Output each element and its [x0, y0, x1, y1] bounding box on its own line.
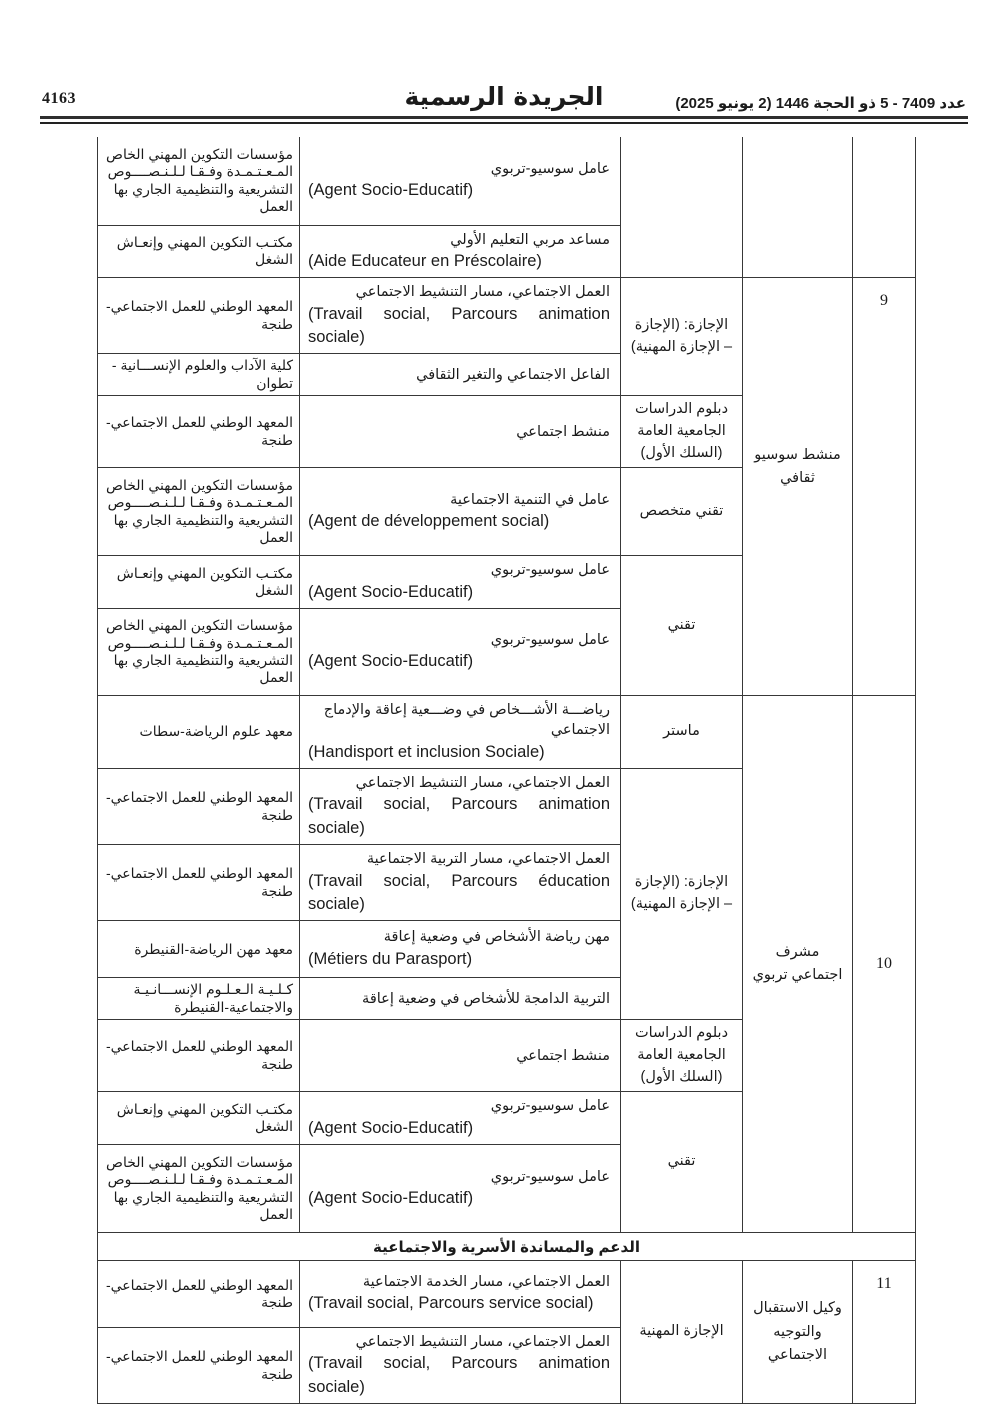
specialization-cell — [300, 556, 621, 609]
specialization-arabic: العمل الاجتماعي، مسار التربية الاجتماعية — [366, 851, 610, 868]
institution-cell: المعهد الوطني للعمل الاجتماعي-طنجة — [98, 769, 300, 845]
specialization-cell — [300, 1092, 621, 1145]
institution-cell: مكتـب التكوين المهني وإنعـاش الشغل — [98, 556, 300, 609]
continuation-cell-empty — [743, 137, 853, 278]
order-number-cell: 11 — [853, 1261, 916, 1404]
specialization-arabic: العمل الاجتماعي، مسار التنشيط الاجتماعي — [355, 775, 610, 792]
specialization-french: (Agent Socio-Educatif) — [308, 652, 474, 671]
institution-cell: مؤسسات التكوين المهني الخاص المـعـتـمـدة وفـقـا لـلـنـصــــوص التشريعية والتنظيمية الجاري بها العمل — [98, 468, 300, 556]
specialization-arabic: عامل سوسيو-تربوي — [490, 160, 610, 177]
institution-cell: معهد علوم الرياضة-سطات — [98, 696, 300, 769]
specialization-cell — [300, 1328, 621, 1404]
institution-cell: المعهد الوطني للعمل الاجتماعي-طنجة — [98, 1261, 300, 1328]
job-title-cell: وكيل الاستقبال والتوجيه الاجتماعي — [743, 1261, 853, 1404]
institution-cell: المعهد الوطني للعمل الاجتماعي-طنجة — [98, 1020, 300, 1092]
specialization-arabic: منشط اجتماعي — [516, 423, 610, 440]
specialization-arabic: عامل سوسيو-تربوي — [490, 1098, 610, 1115]
specialization-french: (Travail social, Parcours animation sociale) — [308, 1354, 610, 1396]
specialization-french: (Agent Socio-Educatif) — [308, 582, 474, 601]
specialization-cell — [300, 468, 621, 556]
gazette-title: الجريدة الرسمية — [404, 82, 604, 111]
institution-cell: كلية الآداب والعلوم الإنســـانية - تطوان — [98, 354, 300, 396]
issue-info: عدد 7409 - 5 ذو الحجة 1446 (2 يونيو 2025) — [675, 95, 966, 112]
institution-cell: مؤسسات التكوين المهني الخاص المـعـتـمـدة وفـقـا لـلـنـصــــوص التشريعية والتنظيمية الجاري بها العمل — [98, 609, 300, 696]
specialization-arabic: مساعد مربي التعليم الأولي — [450, 231, 610, 248]
specialization-cell — [300, 609, 621, 696]
specialization-cell — [300, 354, 621, 396]
specialization-arabic: رياضـــة الأشـــخاص في وضـــعية إعاقة والإدماج الاجتماعي — [323, 702, 610, 739]
diploma-cell: ماستر — [621, 696, 743, 769]
specialization-french: (Agent de développement social) — [308, 512, 550, 531]
specialization-cell — [300, 1261, 621, 1328]
header-double-rule — [40, 116, 968, 124]
diploma-cell: الإجازة: (الإجازة – الإجازة المهنية) — [621, 769, 743, 1020]
specialization-french: (Travail social, Parcours éducation sociale) — [308, 871, 610, 913]
specialization-arabic: مهن رياضة الأشخاص في وضعية إعاقة — [383, 929, 610, 946]
continuation-cell-empty — [621, 137, 743, 278]
institution-cell: مكتـب التكوين المهني وإنعـاش الشغل — [98, 1092, 300, 1145]
specialization-cell — [300, 396, 621, 468]
specialization-french: (Travail social, Parcours service social) — [308, 1294, 594, 1313]
diploma-cell: دبلوم الدراسات الجامعية العامة (السلك الأول) — [621, 396, 743, 468]
specialization-french: (Agent Socio-Educatif) — [308, 181, 474, 200]
specialization-cell — [300, 1145, 621, 1233]
page-number: 4163 — [42, 90, 76, 107]
specialization-french: (Agent Socio-Educatif) — [308, 1118, 474, 1137]
institution-cell: مكتـب التكوين المهني وإنعـاش الشغل — [98, 225, 300, 278]
institution-cell: معهد مهن الرياضة-القنيطرة — [98, 921, 300, 978]
specialization-arabic: منشط اجتماعي — [516, 1047, 610, 1064]
specialization-arabic: العمل الاجتماعي، مسار الخدمة الاجتماعية — [362, 1274, 610, 1291]
specialization-french: (Aide Educateur en Préscolaire) — [308, 251, 542, 270]
institution-cell: مؤسسات التكوين المهني الخاص المـعـتـمـدة وفـقـا لـلـنـصــــوص التشريعية والتنظيمية الجاري بها العمل — [98, 137, 300, 225]
specialization-french: (Agent Socio-Educatif) — [308, 1188, 474, 1207]
order-number-cell: 9 — [853, 278, 916, 696]
diploma-cell: الإجازة المهنية — [621, 1261, 743, 1404]
institution-cell: المعهد الوطني للعمل الاجتماعي-طنجة — [98, 1328, 300, 1404]
specialization-arabic: عامل سوسيو-تربوي — [490, 1168, 610, 1185]
order-number-cell: 10 — [853, 696, 916, 1233]
specialization-cell — [300, 137, 621, 225]
diploma-cell: تقني — [621, 1092, 743, 1233]
institution-cell: مؤسسات التكوين المهني الخاص المـعـتـمـدة وفـقـا لـلـنـصــــوص التشريعية والتنظيمية الجاري بها العمل — [98, 1145, 300, 1233]
specialization-cell — [300, 225, 621, 278]
institution-cell: المعهد الوطني للعمل الاجتماعي-طنجة — [98, 396, 300, 468]
gazette-table — [97, 137, 916, 1404]
institution-cell: المعهد الوطني للعمل الاجتماعي-طنجة — [98, 845, 300, 921]
specialization-cell — [300, 978, 621, 1020]
diploma-cell: تقني متخصص — [621, 468, 743, 556]
diploma-cell: دبلوم الدراسات الجامعية العامة (السلك الأول) — [621, 1020, 743, 1092]
specialization-arabic: العمل الاجتماعي، مسار التنشيط الاجتماعي — [355, 1334, 610, 1351]
specialization-cell — [300, 769, 621, 845]
specialization-arabic: عامل سوسيو-تربوي — [490, 632, 610, 649]
section-separator: الدعم والمساندة الأسرية والاجتماعية — [98, 1233, 916, 1261]
specialization-arabic: العمل الاجتماعي، مسار التنشيط الاجتماعي — [355, 284, 610, 301]
specialization-arabic: عامل في التنمية الاجتماعية — [450, 491, 610, 508]
diploma-cell: تقني — [621, 556, 743, 696]
job-title-cell: مشرف اجتماعي تربوي — [743, 696, 853, 1233]
diploma-cell: الإجازة: (الإجازة – الإجازة المهنية) — [621, 278, 743, 396]
specialization-french: (Handisport et inclusion Sociale) — [308, 742, 545, 761]
job-title-cell: منشط سوسيو ثقافي — [743, 278, 853, 696]
specialization-french: (Travail social, Parcours animation sociale) — [308, 304, 610, 346]
specialization-cell — [300, 1020, 621, 1092]
specialization-french: (Métiers du Parasport) — [308, 949, 473, 968]
specialization-cell — [300, 278, 621, 354]
specialization-arabic: عامل سوسيو-تربوي — [490, 562, 610, 579]
specialization-french: (Travail social, Parcours animation sociale) — [308, 795, 610, 837]
institution-cell: المعهد الوطني للعمل الاجتماعي-طنجة — [98, 278, 300, 354]
specialization-arabic: التربية الدامجة للأشخاص في وضعية إعاقة — [362, 990, 610, 1007]
specialization-cell — [300, 921, 621, 978]
specialization-cell — [300, 696, 621, 769]
institution-cell: كـلـيـة الـعـلـوم الإنســـانـيـة والاجتماعية-القنيطرة — [98, 978, 300, 1020]
specialization-cell — [300, 845, 621, 921]
specialization-arabic: الفاعل الاجتماعي والتغير الثقافي — [416, 366, 610, 383]
continuation-cell-empty — [853, 137, 916, 278]
